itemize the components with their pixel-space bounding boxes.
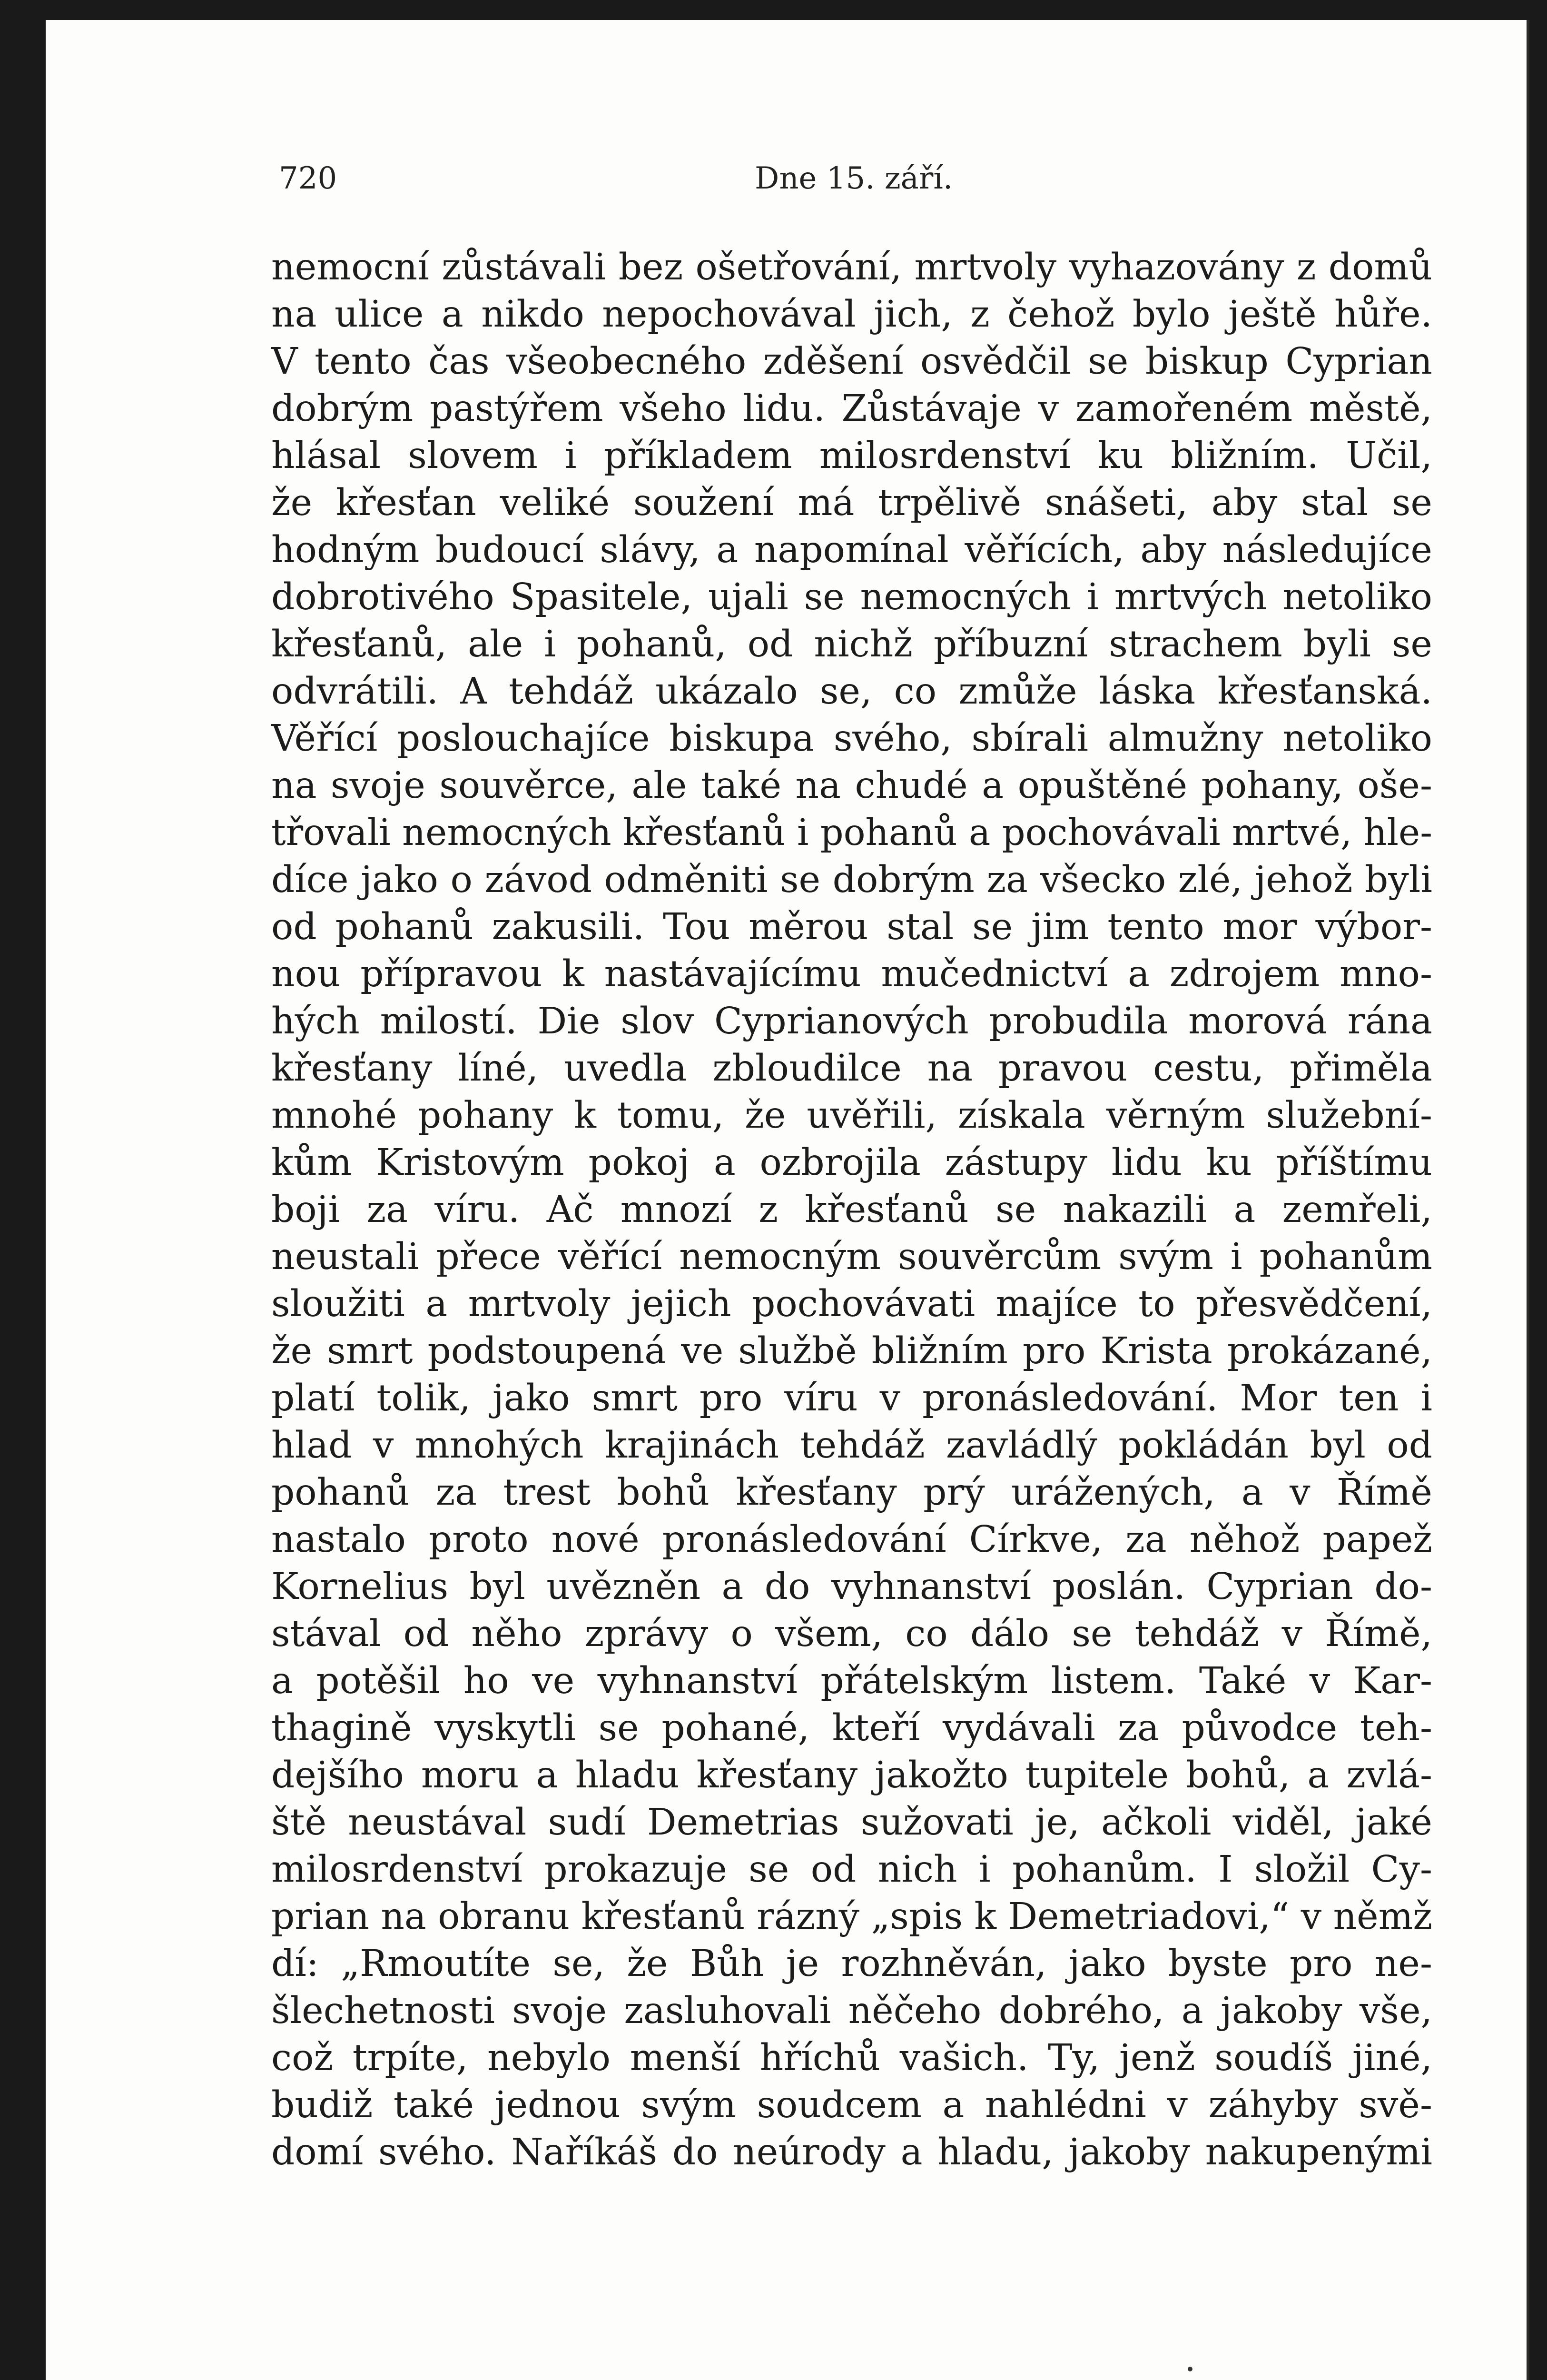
text-line: že křesťan veliké soužení má trpělivě snášeti, aby stal se [271, 482, 1432, 524]
text-line: sloužiti a mrtvoly jejich pochovávati majíce to přesvědčení, [271, 1283, 1432, 1325]
text-line: odvrátili. A tehdáž ukázalo se, co zmůže láska křesťanská. [271, 670, 1432, 713]
text-line: od pohanů zakusili. Tou měrou stal se jim tento mor výbor- [271, 906, 1432, 948]
text-line: dejšího moru a hladu křesťany jakožto tupitele bohů, a zvlá- [271, 1754, 1432, 1796]
text-line: mnohé pohany k tomu, že uvěřili, získala věrným služební- [271, 1094, 1432, 1137]
text-line: domí svého. Naříkáš do neúrody a hladu, jakoby nakupenými [271, 2131, 1432, 2173]
text-line: křesťany líné, uvedla zbloudilce na pravou cestu, přiměla [271, 1047, 1432, 1090]
text-line: což trpíte, nebylo menší hříchů vašich. Ty, jenž soudíš jiné, [271, 2037, 1432, 2079]
text-line: V tento čas všeobecného zděšení osvědčil se biskup Cyprian [271, 340, 1432, 383]
running-head [279, 161, 1430, 213]
text-line: Kornelius byl uvězněn a do vyhnanství poslán. Cyprian do- [271, 1566, 1432, 1608]
text-line: ště neustával sudí Demetrias sužovati je, ačkoli viděl, jaké [271, 1801, 1432, 1844]
text-line: milosrdenství prokazuje se od nich i pohanům. I složil Cy- [271, 1848, 1432, 1891]
text-line: pohanů za trest bohů křesťany prý urážených, a v Římě [271, 1471, 1432, 1514]
text-line: kům Kristovým pokoj a ozbrojila zástupy lidu ku příštímu [271, 1141, 1432, 1184]
text-line: platí tolik, jako smrt pro víru v pronásledování. Mor ten i [271, 1377, 1432, 1419]
text-line: křesťanů, ale i pohanů, od nichž příbuzní strachem byli se [271, 623, 1432, 665]
book-page [46, 20, 1529, 2380]
text-line: šlechetnosti svoje zasluhovali něčeho dobrého, a jakoby vše, [271, 1990, 1432, 2032]
text-line: na svoje souvěrce, ale také na chudé a opuštěné pohany, oše- [271, 764, 1432, 807]
page-number: 720 [279, 161, 337, 196]
text-line: Věřící poslouchajíce biskupa svého, sbírali almužny netoliko [271, 717, 1432, 760]
text-line: hodným budoucí slávy, a napomínal věřících, aby následujíce [271, 529, 1432, 571]
text-line: nemocní zůstávali bez ošetřování, mrtvoly vyhazovány z domů [271, 246, 1432, 288]
text-line: nou přípravou k nastávajícímu mučednictví a zdrojem mno- [271, 953, 1432, 995]
text-line: budiž také jednou svým soudcem a nahlédni v záhyby svě- [271, 2084, 1432, 2126]
text-line: hlad v mnohých krajinách tehdáž zavládlý pokládán byl od [271, 1424, 1432, 1467]
text-line: na ulice a nikdo nepochovával jich, z čehož bylo ještě hůře. [271, 293, 1432, 336]
text-line: dobrým pastýřem všeho lidu. Zůstávaje v zamořeném městě, [271, 387, 1432, 430]
text-line: dí: „Rmoutíte se, že Bůh je rozhněván, jako byste pro ne- [271, 1943, 1432, 1985]
body-text [271, 244, 1432, 2176]
text-line: stával od něho zprávy o všem, co dálo se tehdáž v Římě, [271, 1613, 1432, 1655]
text-line: a potěšil ho ve vyhnanství přátelským listem. Také v Kar- [271, 1660, 1432, 1702]
text-line: dobrotivého Spasitele, ujali se nemocných i mrtvých netoliko [271, 576, 1432, 618]
text-line: hlásal slovem i příkladem milosrdenství ku bližním. Učil, [271, 435, 1432, 477]
text-line: nastalo proto nové pronásledování Církve, za něhož papež [271, 1518, 1432, 1561]
running-head-title: Dne 15. září. [755, 161, 953, 196]
text-line: neustali přece věřící nemocným souvěrcům svým i pohanům [271, 1236, 1432, 1278]
text-line: prian na obranu křesťanů rázný „spis k Demetriadovi,“ v němž [271, 1895, 1432, 1938]
print-speck [1188, 2367, 1192, 2371]
text-line: boji za víru. Ač mnozí z křesťanů se nakazili a zemřeli, [271, 1189, 1432, 1231]
text-line: hých milostí. Die slov Cyprianových probudila morová rána [271, 1000, 1432, 1042]
text-line: thagině vyskytli se pohané, kteří vydávali za původce teh- [271, 1707, 1432, 1749]
text-line: díce jako o závod odměniti se dobrým za všecko zlé, jehož byli [271, 859, 1432, 901]
text-line: že smrt podstoupená ve službě bližním pro Krista prokázané, [271, 1330, 1432, 1372]
text-line: třovali nemocných křesťanů i pohanů a pochovávali mrtvé, hle- [271, 812, 1432, 854]
